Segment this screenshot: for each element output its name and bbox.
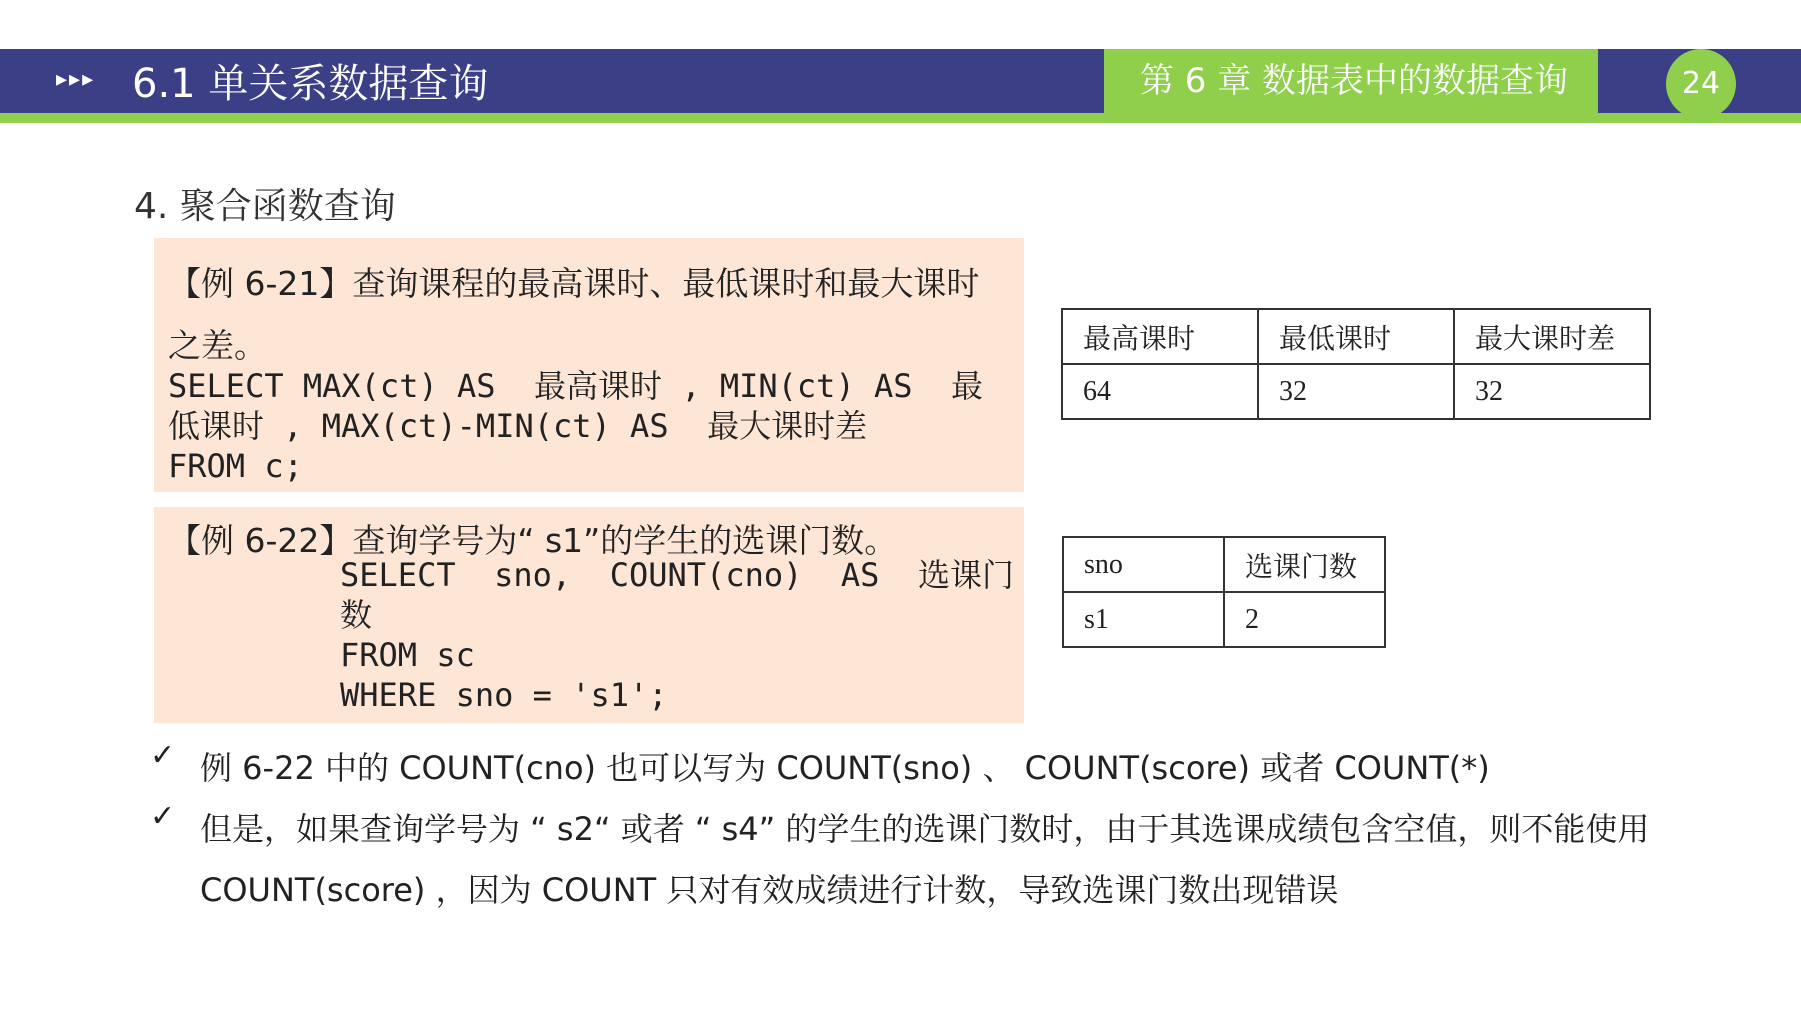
example-6-22-desc: 【例 6-22】查询学号为“ s1”的学生的选课门数。 <box>168 521 898 560</box>
bullet-text: 但是，如果查询学号为 “ s2“ 或者 “ s4” 的学生的选课门数时，由于其选课成绩包含空值，则不能使用 COUNT(score) ，因为 COUNT 只对有效成绩进行计数，导致选课门数出现错误 <box>200 810 1650 909</box>
table-cell: 64 <box>1062 364 1258 419</box>
table-row <box>1063 592 1385 647</box>
table-row <box>1062 364 1650 419</box>
section-title: 6.1 单关系数据查询 <box>132 61 489 107</box>
result-table-6-22 <box>1062 536 1386 648</box>
example-6-22-code-line4: WHERE sno = 's1'; <box>340 676 668 714</box>
result-table-6-21 <box>1061 308 1651 420</box>
table-cell: s1 <box>1063 592 1224 647</box>
example-6-22-code-line2: 数 <box>340 596 373 634</box>
page-number-badge: 24 <box>1666 49 1736 119</box>
table-header-cell: 最大课时差 <box>1454 309 1650 364</box>
example-6-22-code-line1: SELECT sno, COUNT(cno) AS 选课门 <box>340 556 1014 594</box>
example-6-21-desc-line1: 【例 6-21】查询课程的最高课时、最低课时和最大课时 <box>168 264 980 303</box>
table-header-cell: 选课门数 <box>1224 537 1385 592</box>
chapter-title: 第 6 章 数据表中的数据查询 <box>1140 61 1569 101</box>
bullet-text: 例 6-22 中的 COUNT(cno) 也可以写为 COUNT(sno) 、 COUNT(score) 或者 COUNT(*) <box>200 749 1490 787</box>
subheading: 4. 聚合函数查询 <box>134 186 396 227</box>
table-header-row <box>1062 309 1650 364</box>
table-header-cell: sno <box>1063 537 1224 592</box>
header-arrows-icon: ▸▸▸ <box>56 67 96 92</box>
example-6-21-code-line1: SELECT MAX(ct) AS 最高课时 , MIN(ct) AS 最 <box>168 367 984 405</box>
example-6-21-code-line2: 低课时 , MAX(ct)-MIN(ct) AS 最大课时差 <box>168 407 868 445</box>
table-cell: 2 <box>1224 592 1385 647</box>
checkmark-icon: ✓ <box>150 799 176 834</box>
example-6-21-desc-line2: 之差。 <box>168 326 267 365</box>
table-cell: 32 <box>1258 364 1454 419</box>
table-header-row <box>1063 537 1385 592</box>
table-cell: 32 <box>1454 364 1650 419</box>
checkmark-icon: ✓ <box>150 738 176 773</box>
example-6-21-box <box>154 238 1024 492</box>
header-underline <box>0 113 1801 123</box>
table-header-cell: 最低课时 <box>1258 309 1454 364</box>
table-header-cell: 最高课时 <box>1062 309 1258 364</box>
example-6-21-code-line3: FROM c; <box>168 447 303 485</box>
example-6-22-box <box>154 507 1024 723</box>
example-6-22-code-line3: FROM sc <box>340 636 475 674</box>
